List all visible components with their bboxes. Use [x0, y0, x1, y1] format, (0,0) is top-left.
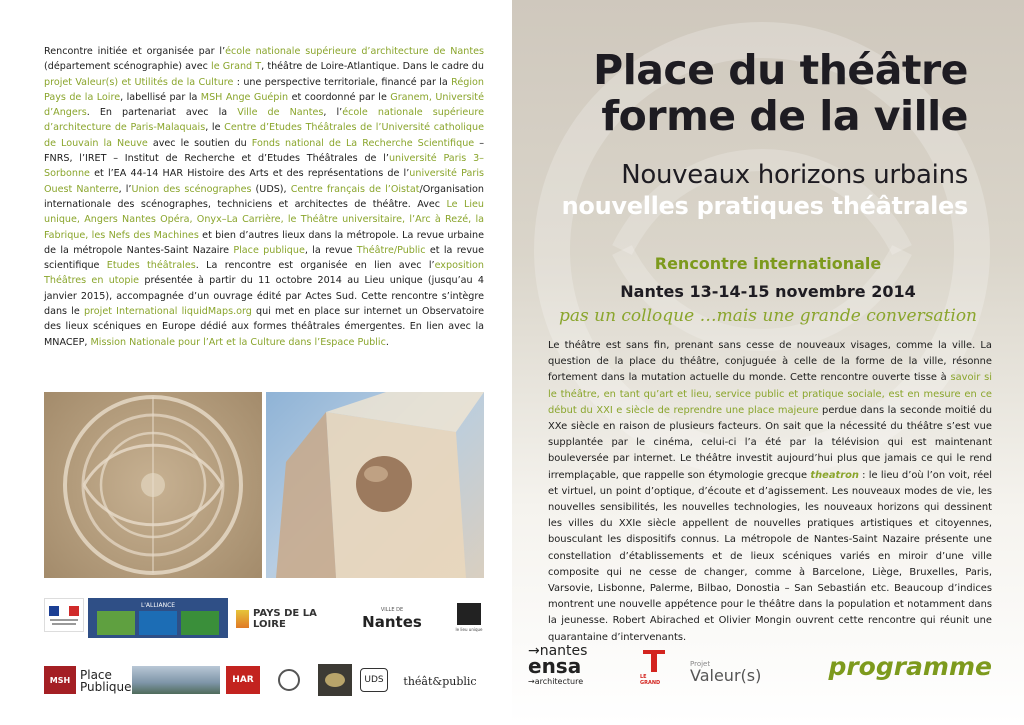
valeurs-label: Valeur(s): [690, 666, 762, 685]
intro-link[interactable]: Ville de Nantes: [237, 107, 324, 119]
intro-link[interactable]: projet International liquidMaps.org: [83, 306, 252, 318]
intro-text: (UDS),: [251, 183, 291, 195]
nanterre-logo: [318, 664, 352, 696]
intro-text: , l’: [118, 183, 132, 195]
har-logo: [226, 666, 260, 694]
body-greek-term: theatron: [810, 469, 859, 481]
intro-link[interactable]: MSH Ange Guépin: [200, 91, 289, 103]
intro-text: , la revue: [304, 244, 357, 256]
le-grand-label: LE GRAND: [640, 674, 661, 686]
alliance-label: L'ALLIANCE: [140, 601, 176, 609]
msh-logo: [44, 666, 76, 694]
ville-de-label: VILLE DE: [380, 607, 404, 613]
photo-strip: [44, 392, 484, 578]
intro-text: avec le soutien du: [147, 137, 252, 149]
subtitle-line1: Nouveaux horizons urbains: [621, 160, 968, 190]
ensa-arch-label: →architecture: [528, 676, 584, 686]
intro-link[interactable]: Théâtre/Public: [356, 244, 426, 256]
intro-link[interactable]: projet Valeur(s) et Utilités de la Culture: [44, 76, 234, 88]
theatre-public-logo: [394, 670, 486, 692]
right-panel: [512, 0, 1024, 725]
pays-de-la-loire-label: PAYS DE LA LOIRE: [253, 608, 317, 630]
uds-logo: [360, 668, 388, 692]
event-tagline: pas un colloque …mais une grande conversation: [558, 306, 978, 326]
intro-text: , le: [205, 122, 225, 134]
intro-text: , théâtre de Loire-Atlantique. Dans le cadre du: [261, 61, 484, 73]
place-publique-logo: [80, 664, 132, 698]
intro-link[interactable]: Le Lieu unique, Angers Nantes Opéra, Onyx–La Carrière, le Théâtre universitaire, l’Arc à Rezé, la Fabrique, les Nefs des Machines: [44, 198, 484, 241]
intro-link[interactable]: le Grand T: [211, 61, 262, 73]
cube-sphere-photo: [266, 392, 484, 578]
intro-text: . En partenariat avec la: [86, 107, 238, 119]
intro-link[interactable]: Granem, Université d’Angers: [44, 91, 484, 119]
ensa-nantes-logo: [528, 638, 600, 694]
lieu-unique-label: le lieu unique: [455, 626, 483, 632]
intro-link[interactable]: Union des scénographes: [131, 183, 252, 195]
intro-paragraph: [44, 44, 484, 350]
intro-text: et l’EA 44-14 HAR Histoire des Arts et des représentations de l’: [89, 168, 410, 180]
crop-circle-photo: [44, 392, 262, 578]
intro-text: , l’: [323, 107, 343, 119]
intro-link[interactable]: Fonds national de La Recherche Scientifique: [251, 137, 475, 149]
intro-text: , labellisé par la: [120, 91, 201, 103]
intro-link[interactable]: Place publique: [233, 244, 305, 256]
intro-link[interactable]: université Paris Ouest Nanterre: [44, 168, 484, 195]
publique-label: Publique: [80, 680, 132, 694]
intro-link[interactable]: Etudes théâtrales: [106, 260, 196, 272]
ville-de-nantes-logo: [350, 602, 434, 636]
intro-link[interactable]: Mission Nationale pour l’Art et la Culture dans l’Espace Public: [90, 336, 386, 348]
lieu-unique-logo: [454, 600, 484, 634]
intro-text: /Organisation internationale des scénographes, techniciens et architectes de théâtre. Avec: [44, 183, 484, 210]
republique-logo: [44, 598, 84, 632]
intro-link[interactable]: exposition Théâtres en utopie: [44, 260, 484, 287]
intro-text: et la revue scientifique: [44, 244, 484, 272]
uds-label: UDS: [364, 675, 384, 685]
partner-logos-left: [44, 594, 484, 714]
valeurs-logo: [690, 650, 770, 690]
intro-text: présentée à partir du 11 octobre 2014 au Lieu unique (jusqu’au 4 janvier 2015), accompagnée d’un ouvrage édité par Actes Sud. Cette rencontre s’intègre dans le: [44, 275, 484, 318]
partner-logos-right: [528, 638, 828, 708]
body-highlight: savoir si le théâtre, en tant qu’art et lieu, service public et pratique sociale, est en mesure en ce début du XXI e siècle de reprendre une place majeure: [548, 372, 992, 416]
intro-link[interactable]: Centre d’Etudes Théâtrales de l’Université catholique de Louvain la Neuve: [44, 122, 485, 149]
intro-text: .: [385, 336, 389, 348]
le-grand-t-logo: [640, 640, 668, 696]
programme-heading: programme: [828, 652, 992, 681]
intro-text: et bien d’autres lieux dans la métropole. La revue urbaine de la métropole Nantes-Saint Nazaire: [44, 229, 484, 256]
intro-link[interactable]: université Paris 3–Sorbonne: [44, 153, 484, 180]
intro-text: . La rencontre est organisée en lien avec l’: [195, 260, 435, 272]
body-text: Le théâtre est sans fin, prenant sans cesse de nouveaux visages, comme la ville. La question de la place du théâtre, conjuguée à celle de la forme de la ville, résonne fortement dans la mutation actuelle du monde. Cette rencontre ouverte tisse à: [548, 340, 992, 384]
intro-text: qui met en place sur internet un Observatoire des lieux scéniques en Europe dédié aux formes théâtrales émergentes. En lien avec la MNACEP,: [44, 306, 484, 348]
intro-link[interactable]: école nationale supérieure d’architecture de Nantes: [225, 46, 484, 57]
ensa-label: ensa: [528, 653, 582, 678]
intro-link[interactable]: Centre français de l’Oistat: [290, 183, 420, 195]
sorbonne-logo: [272, 664, 306, 696]
theatre-public-label: théât&public: [403, 674, 477, 688]
intro-text: : une perspective territoriale, financé par la: [233, 76, 452, 88]
msh-label: MSH: [49, 675, 71, 685]
body-paragraph: [548, 338, 992, 646]
landscape-logo: [132, 666, 220, 694]
title-line2: forme de la ville: [601, 92, 968, 140]
title-line1: Place du théâtre: [593, 46, 968, 94]
intro-link[interactable]: Région Pays de la Loire: [44, 76, 484, 103]
intro-link[interactable]: école nationale supérieure d’architecture de Paris-Malaquais: [44, 107, 484, 134]
valeurs-projet-label: Projet: [690, 660, 711, 668]
ensa-nantes-arrow: →nantes: [528, 642, 588, 659]
intro-text: (département scénographie) avec: [44, 61, 212, 73]
pays-de-la-loire-logo: [236, 606, 346, 632]
event-type: Rencontre internationale: [654, 254, 882, 273]
intro-text: Rencontre initiée et organisée par l’: [44, 46, 226, 57]
har-label: HAR: [232, 675, 254, 685]
place-label: Place: [80, 668, 112, 682]
event-dates: Nantes 13-14-15 novembre 2014: [620, 282, 916, 301]
body-text: perdue dans la seconde moitié du XXe siècle en raison de plusieurs facteurs. On sait que la nécessité du théâtre s’est vue supplantée par le cinéma, celui-ci l’a été par la télévision qui est maintenant bouleversée par internet. Le théâtre investit aujourd’hui plus que jamais ce qui le rend irremplaçable, que rappelle son étymologie grecque: [548, 404, 992, 481]
subtitle-line2: nouvelles pratiques théâtrales: [561, 192, 968, 220]
nantes-label: Nantes: [362, 613, 422, 631]
alliance-logo: [88, 598, 228, 638]
intro-text: – FNRS, l’IRET – Institut de Recherche et d’Etudes Théâtrales de l’: [44, 137, 485, 165]
intro-text: et coordonné par le: [288, 91, 391, 103]
body-text: : le lieu d’où l’on voit, réel et virtuel, un point d’optique, d’écoute et d’agissement. Les nouveaux modes de vie, les nouvelles sensibilités, les nouvelles technologies, les nouveaux horizons qui dessinent les villes du XXIe siècle appellent de nouvelles pratiques artistiques et citoyennes, bousculant les dispositifs connus. La métropole de Nantes-Saint Nazaire présente une constellation d’établissements et de lieux scéniques variés en miroir d’une ville composite qui ne cesse de changer, comme à Barcelone, Liège, Bruxelles, Paris, Varsovie, Lisbonne, Palerme, Bilbao, Donostia – San Sebastián etc. Beaucoup d’indices montrent une nouvelle appétence pour le théâtre dans la population et notamment dans la jeunesse. Robert Abirached et Olivier Mongin ouvrent cette rencontre qui réunit une quarantaine d’intervenants.: [548, 469, 992, 643]
